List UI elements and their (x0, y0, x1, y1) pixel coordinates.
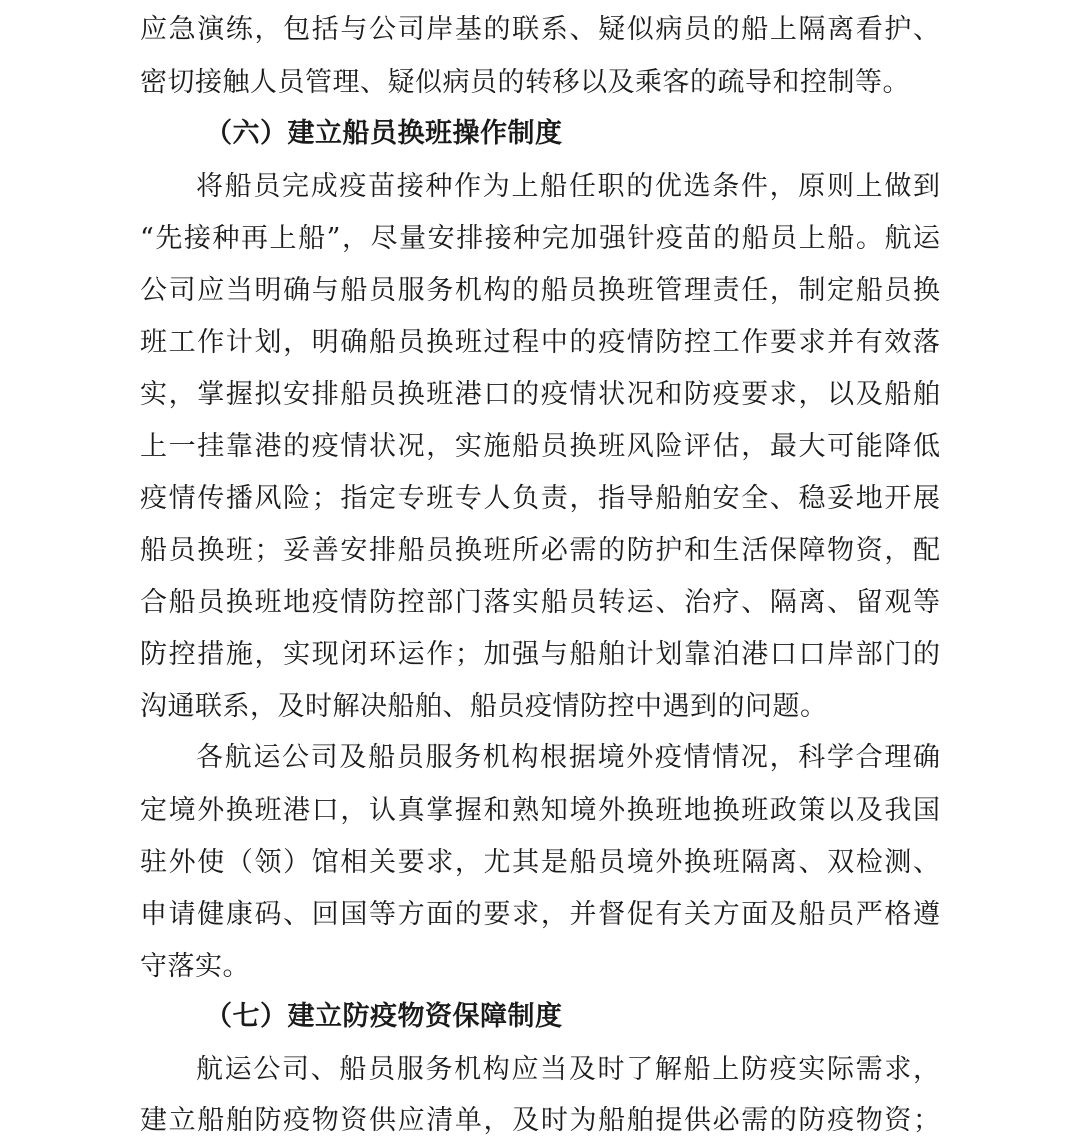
paragraph-line: 守落实。 (140, 951, 250, 982)
paragraph-line: 班工作计划，明确船员换班过程中的疫情防控工作要求并有效落 (140, 327, 940, 358)
paragraph-line: 将船员完成疫苗接种作为上船任职的优选条件，原则上做到 (196, 171, 940, 202)
paragraph-line: 船员换班；妥善安排船员换班所必需的防护和生活保障物资，配 (140, 535, 940, 566)
section-heading: （七）建立防疫物资保障制度 (205, 1001, 563, 1032)
paragraph-line: 航运公司、船员服务机构应当及时了解船上防疫实际需求， (196, 1054, 940, 1085)
paragraph-line: 密切接触人员管理、疑似病员的转移以及乘客的疏导和控制等。 (140, 67, 910, 98)
paragraph-line: 驻外使（领）馆相关要求，尤其是船员境外换班隔离、双检测、 (140, 847, 940, 878)
paragraph-line: 公司应当明确与船员服务机构的船员换班管理责任，制定船员换 (140, 275, 940, 306)
paragraph-line: 沟通联系，及时解决船舶、船员疫情防控中遇到的问题。 (140, 691, 828, 722)
paragraph-line: 申请健康码、回国等方面的要求，并督促有关方面及船员严格遵 (140, 899, 940, 930)
paragraph-line: 防控措施，实现闭环运作；加强与船舶计划靠泊港口口岸部门的 (140, 639, 940, 670)
paragraph-line: 疫情传播风险；指定专班专人负责，指导船舶安全、稳妥地开展 (140, 483, 940, 514)
section-heading: （六）建立船员换班操作制度 (205, 118, 563, 149)
paragraph-line: 上一挂靠港的疫情状况，实施船员换班风险评估，最大可能降低 (140, 431, 940, 462)
paragraph-line: “先接种再上船”，尽量安排接种完加强针疫苗的船员上船。航运 (140, 223, 940, 254)
paragraph-line: 合船员换班地疫情防控部门落实船员转运、治疗、隔离、留观等 (140, 587, 940, 618)
paragraph-line: 应急演练，包括与公司岸基的联系、疑似病员的船上隔离看护、 (140, 14, 940, 45)
paragraph-line: 实，掌握拟安排船员换班港口的疫情状况和防疫要求，以及船舶 (140, 379, 940, 410)
paragraph-line: 定境外换班港口，认真掌握和熟知境外换班地换班政策以及我国 (140, 795, 940, 826)
paragraph-line: 建立船舶防疫物资供应清单，及时为船舶提供必需的防疫物资； (140, 1105, 940, 1136)
paragraph-line: 各航运公司及船员服务机构根据境外疫情情况，科学合理确 (196, 742, 940, 773)
